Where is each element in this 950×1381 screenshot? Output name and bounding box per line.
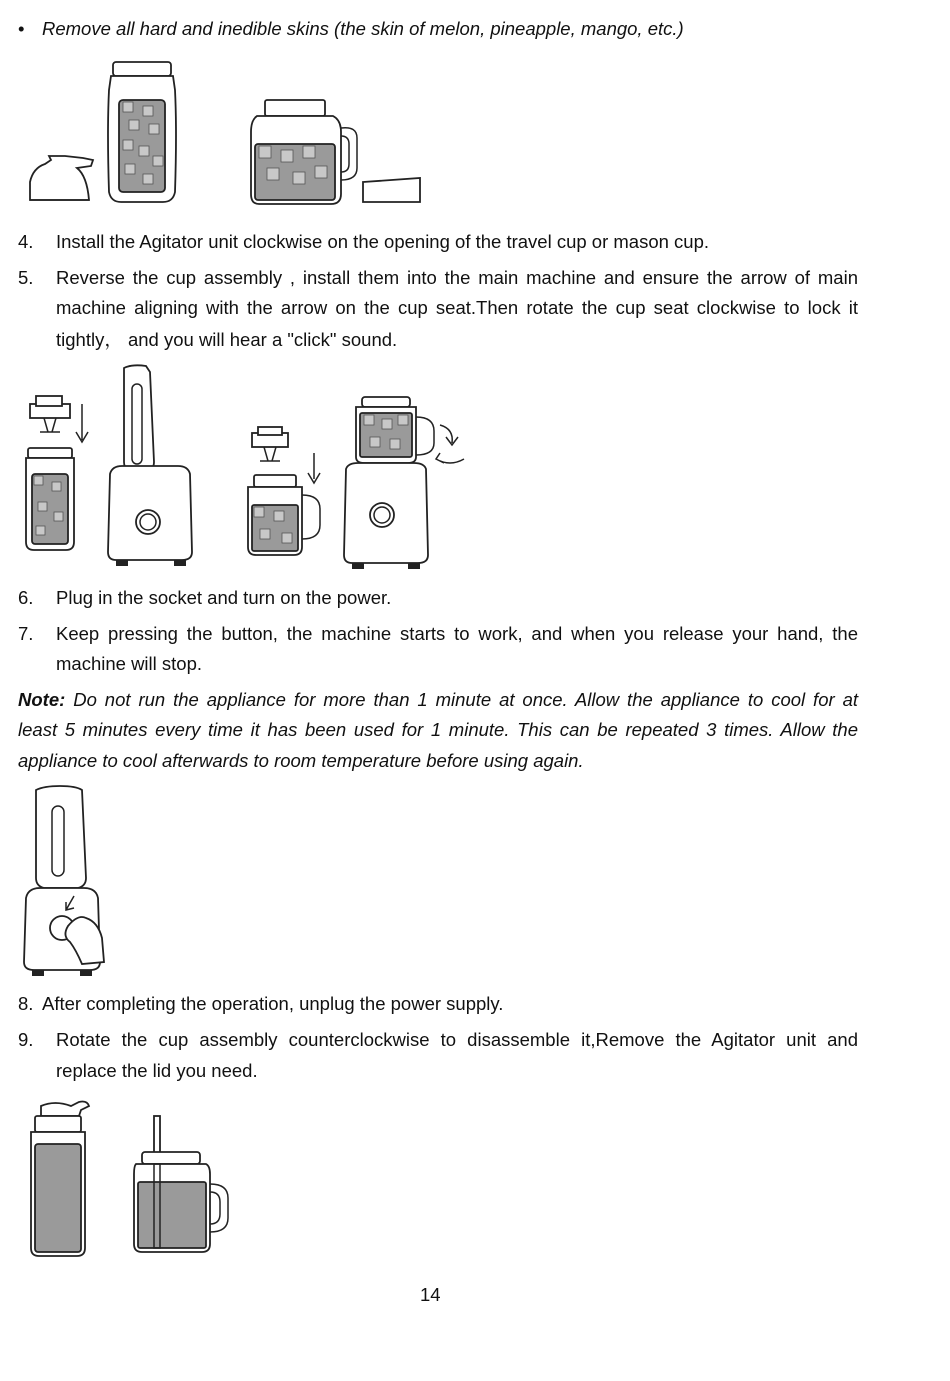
note-text-1: Do not run the appliance for more than 1 minute at once. Allow the appliance to cool for at bbox=[73, 689, 859, 710]
mason-cup-assembly-illustration bbox=[240, 395, 470, 570]
mason-cup-filled-illustration bbox=[245, 98, 430, 208]
blender-press-button-illustration bbox=[22, 786, 112, 976]
step-7-number: 7. bbox=[18, 623, 34, 644]
step-9-line-1: Rotate the cup assembly counterclockwise to disassemble it,Remove the Agitator unit and bbox=[56, 1029, 858, 1050]
step-5-line-1: Reverse the cup assembly , install them into the main machine and ensure the arrow of main bbox=[56, 267, 858, 288]
step-4-number: 4. bbox=[18, 231, 34, 252]
bullet-text: Remove all hard and inedible skins (the skin of melon, pineapple, mango, etc.) bbox=[42, 18, 684, 39]
step-9-line-2: replace the lid you need. bbox=[56, 1060, 258, 1081]
step-5-number: 5. bbox=[18, 267, 34, 288]
step-7-line-1: Keep pressing the button, the machine starts to work, and when you release your hand, the bbox=[56, 623, 858, 644]
note-line-2: least 5 minutes every time it has been used for 1 minute. This can be repeated 3 times. Allow the bbox=[18, 719, 858, 740]
step-4-text: Install the Agitator unit clockwise on the opening of the travel cup or mason cup. bbox=[56, 231, 710, 252]
step-6-text: Plug in the socket and turn on the power. bbox=[56, 587, 392, 608]
travel-cup-with-lid-illustration bbox=[25, 1100, 100, 1260]
step-5-line-3: tightly， and you will hear a "click" sound. bbox=[56, 329, 398, 350]
note-label: Note: bbox=[18, 689, 66, 710]
step-8-text: After completing the operation, unplug the power supply. bbox=[42, 993, 504, 1014]
mason-cup-with-straw-illustration bbox=[130, 1112, 235, 1257]
step-5-line-2: machine aligning with the arrow on the cup seat.Then rotate the cup seat clockwise to lock it bbox=[56, 297, 858, 318]
page-number: 14 bbox=[420, 1284, 441, 1305]
travel-cup-filled-illustration bbox=[25, 60, 185, 205]
note-line-1 bbox=[18, 689, 858, 711]
note-line-3: appliance to cool afterwards to room temperature before using again. bbox=[18, 750, 584, 771]
bullet-dot: • bbox=[18, 18, 25, 39]
step-8-number: 8. bbox=[18, 993, 34, 1014]
step-7-line-2: machine will stop. bbox=[56, 653, 203, 674]
travel-cup-assembly-illustration bbox=[20, 362, 220, 572]
step-9-number: 9. bbox=[18, 1029, 34, 1050]
step-6-number: 6. bbox=[18, 587, 34, 608]
